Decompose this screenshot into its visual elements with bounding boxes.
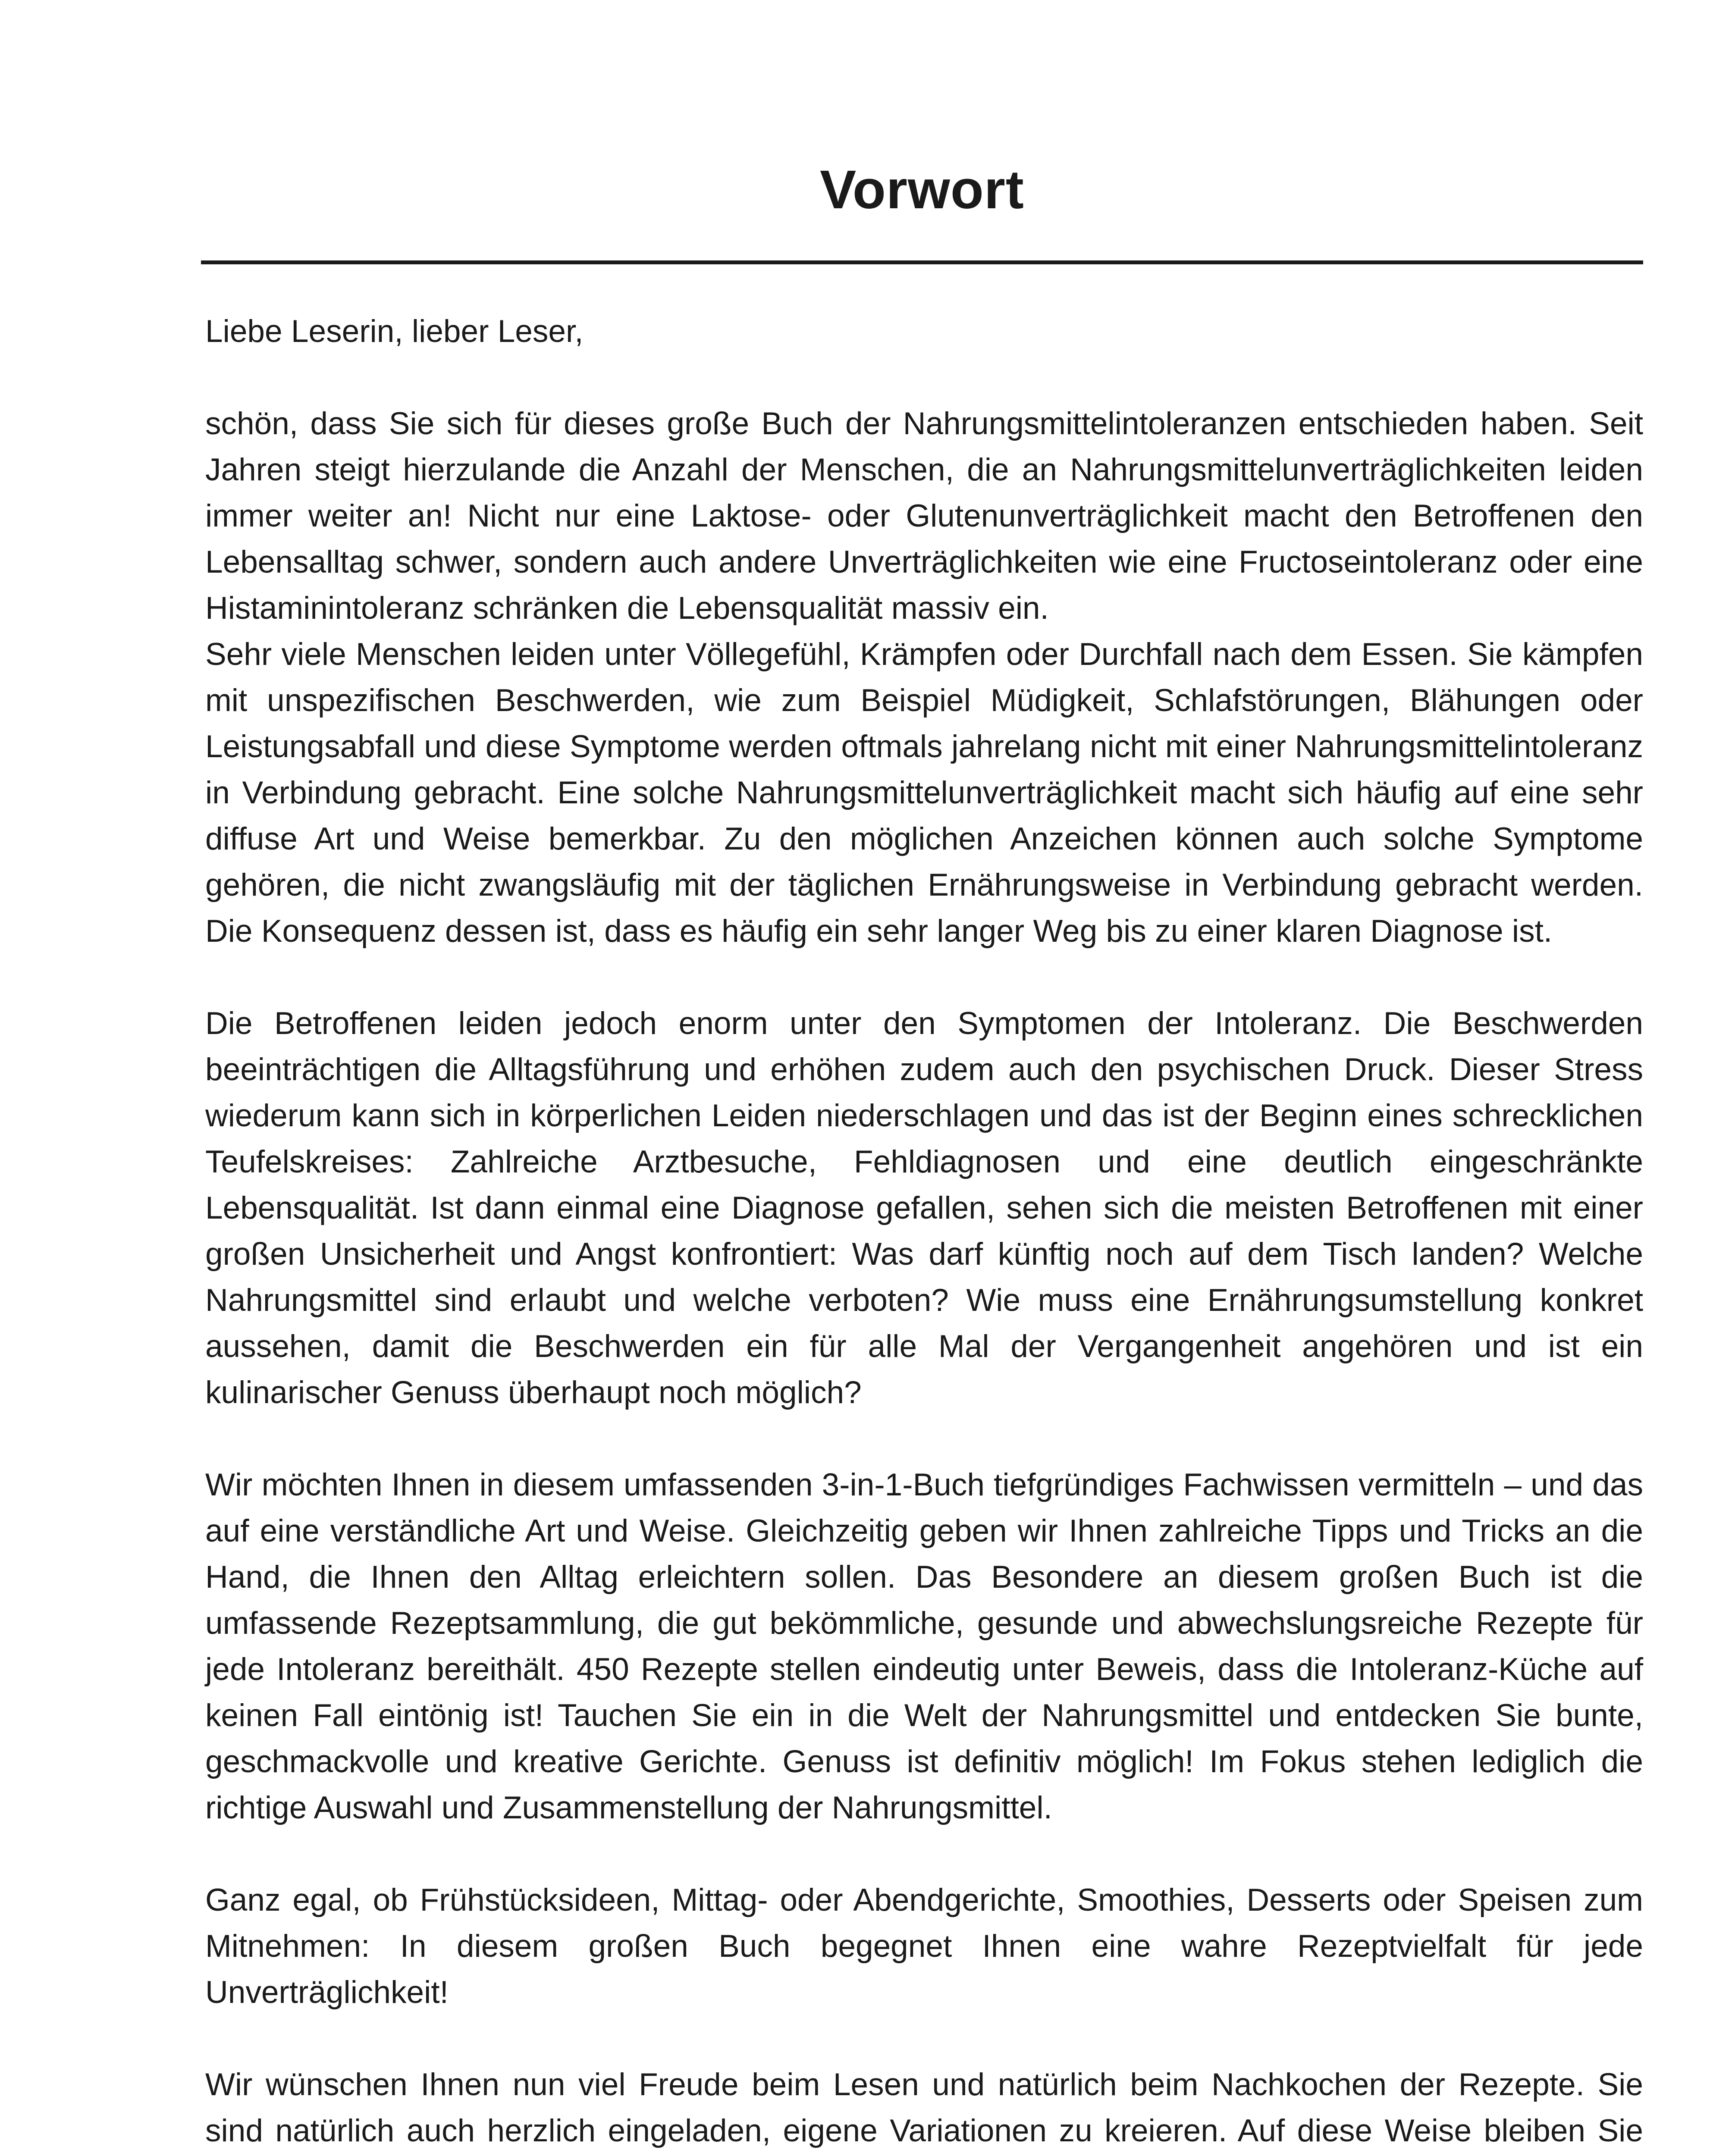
body-text: [205, 308, 1643, 2156]
body-paragraph-suffering: Die Betroffenen leiden jedoch enorm unter den Symptomen der Intoleranz. Die Beschwerden beeinträchtigen die Alltagsführung und erhöhen zudem auch den psychischen Druck. Dieser Stress wiederum kann sich in körperlichen Leiden niederschlagen und das ist der Beginn eines schrecklichen Teufelskreises: Zahlreiche Arztbesuche, Fehldiagnosen und eine deutlich eingeschränkte Lebensqualität. Ist dann einmal eine Diagnose gefallen, sehen sich die meisten Betroffenen mit einer großen Unsicherheit und Angst konfrontiert: Was darf künftig noch auf dem Tisch landen? Welche Nahrungsmittel sind erlaubt und welche verboten? Wie muss eine Ernährungsumstellung konkret aussehen, damit die Beschwerden ein für alle Mal der Vergangenheit angehören und ist ein kulinarischer Genuss überhaupt noch möglich?: [205, 1006, 1643, 1410]
body-paragraph-intro: schön, dass Sie sich für dieses große Buch der Nahrungsmittelintoleranzen entschieden haben. Seit Jahren steigt hierzulande die Anzahl der Menschen, die an Nahrungsmittelunverträglichkeiten leiden immer weiter an! Nicht nur eine Laktose- oder Glutenunverträglichkeit macht den Betroffenen den Lebensalltag schwer, sondern auch andere Unverträglichkeiten wie eine Fructoseintoleranz oder eine Histaminintoleranz schränken die Lebensqualität massiv ein.: [205, 406, 1643, 626]
salutation-paragraph: Liebe Leserin, lieber Leser,: [205, 314, 584, 349]
body-paragraph-book-content: Wir möchten Ihnen in diesem umfassenden 3-in-1-Buch tiefgründiges Fachwissen vermitteln – und das auf eine verständliche Art und Weise. Gleichzeitig geben wir Ihnen zahlreiche Tipps und Tricks an die Hand, die Ihnen den Alltag erleichtern sollen. Das Besondere an diesem großen Buch ist die umfassende Rezeptsammlung, die gut bekömmliche, gesunde und abwechslungsreiche Rezepte für jede Intoleranz bereithält. 450 Rezepte stellen eindeutig unter Beweis, dass die Intoleranz-Küche auf keinen Fall eintönig ist! Tauchen Sie ein in die Welt der Nahrungsmittel und entdecken Sie bunte, geschmackvolle und kreative Gerichte. Genuss ist definitiv möglich! Im Fokus stehen lediglich die richtige Auswahl und Zusammenstellung der Nahrungsmittel.: [205, 1467, 1643, 1825]
title-rule: [201, 260, 1643, 264]
body-paragraph-closing: Wir wünschen Ihnen nun viel Freude beim Lesen und natürlich beim Nachkochen der Rezepte. Sie sind natürlich auch herzlich eingeladen, eigene Variationen zu kreieren. Auf diese Weise bleiben Sie: [205, 2067, 1643, 2148]
body-paragraph-symptoms: Sehr viele Menschen leiden unter Völlegefühl, Krämpfen oder Durchfall nach dem Essen. Sie kämpfen mit unspezifischen Beschwerden, wie zum Beispiel Müdigkeit, Schlafstörungen, Blähungen oder Leistungsabfall und diese Symptome werden oftmals jahrelang nicht mit einer Nahrungsmittelintoleranz in Verbindung gebracht. Eine solche Nahrungsmittelunverträglichkeit macht sich häufig auf eine sehr diffuse Art und Weise bemerkbar. Zu den möglichen Anzeichen können auch solche Symptome gehören, die nicht zwangsläufig mit der täglichen Ernährungsweise in Verbindung gebracht werden. Die Konsequenz dessen ist, dass es häufig ein sehr langer Weg bis zu einer klaren Diagnose ist.: [205, 637, 1643, 949]
page-title: Vorwort: [820, 159, 1024, 220]
body-paragraph-recipes: Ganz egal, ob Frühstücksideen, Mittag- oder Abendgerichte, Smoothies, Desserts oder Speisen zum Mitnehmen: In diesem großen Buch begegnet Ihnen eine wahre Rezeptvielfalt für jede Unverträglichkeit!: [205, 1883, 1643, 2010]
